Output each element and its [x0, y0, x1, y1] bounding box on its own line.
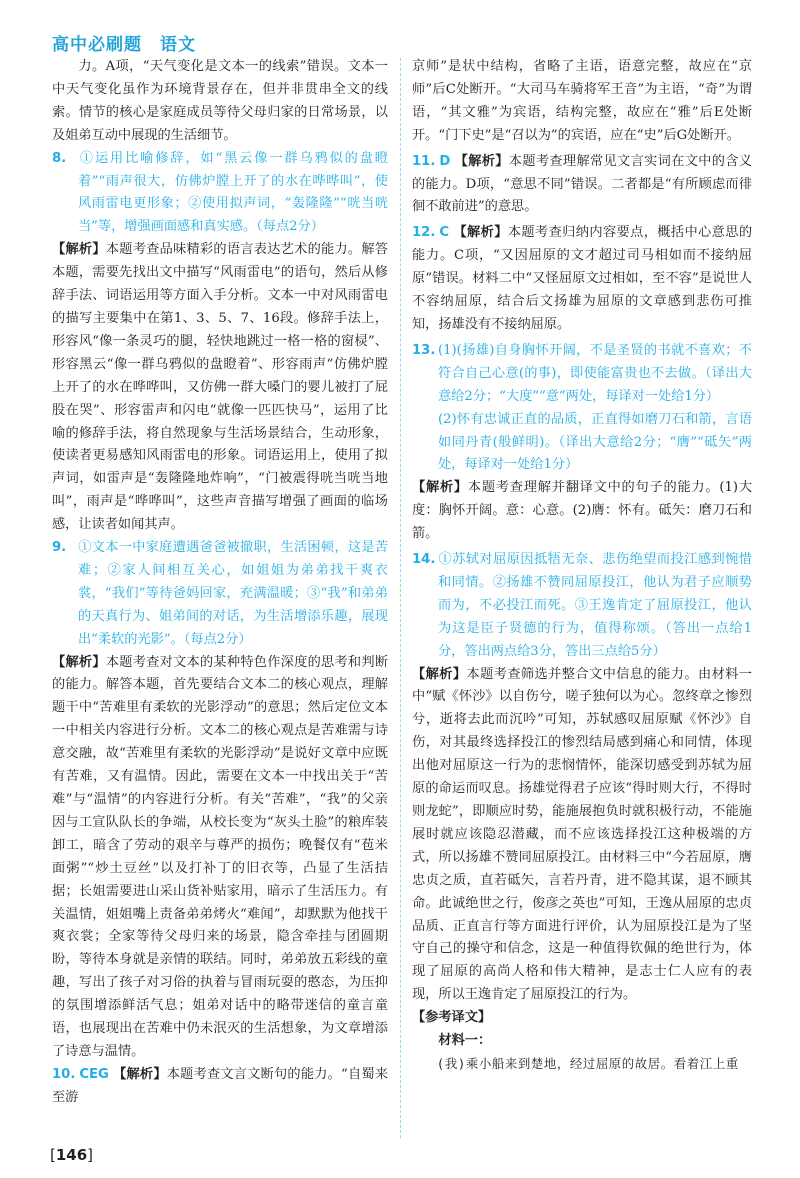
subject-label: 语文 [160, 35, 196, 55]
question-number: 11. [412, 153, 436, 169]
column-divider [400, 58, 401, 1138]
analysis-tag: 【解析】 [453, 225, 508, 241]
page-number-value: 146 [55, 1146, 88, 1164]
continued-paragraph: 京师”是状中结构，省略了主语，语意完整，故应在“京师”后C处断开。“大司马车骑将军王音”为主语，“奇”为谓语，“其文雅”为宾语，结构完整，故应在“雅”后E处断开。“门下史”是“召以为”的宾语，应在“史”后G处断开。 [412, 59, 752, 143]
analysis-8 [52, 239, 388, 537]
left-column [52, 56, 388, 1110]
question-12 [412, 222, 752, 337]
analysis-13 [412, 477, 752, 546]
analysis-text: 本题考查文言文断句的能力。“自蜀来至游 [52, 1066, 389, 1105]
analysis-text: 本题考查品味精彩的语言表达艺术的能力。解答本题，需要先找出文中描写“风雨雷电”的语句，然后从修辞手法、词语运用等方面入手分析。文本一中对风雨雷电的描写主要集中在第1、3、5、7、16段。修辞手法上，形容风“像一条灵巧的腿，轻快地跳过一格一格的窗棂”、形容黑云“像一群乌鸦似的盘瞪着”、形容雨声“仿佛炉膛上开了的水在哗哗叫，又仿佛一群大嗓门的婴儿被打了屁股在哭”、形容雷声和闪电“就像一匹匹快马”，运用了比喻的修辞手法，将自然现象与生活场景结合，生动形象，使读者更易感知风雨雷电的形象。词语运用上，使用了拟声词，如雷声是“轰隆隆地炸响”，“门被震得咣当咣当地叫”，雨声是“哗哗叫”，这些声音描写增强了画面的临场感，让读者如闻其声。 [52, 242, 389, 533]
question-10 [52, 1064, 388, 1110]
answer-letter: D [439, 153, 451, 169]
answer-text: ①文本一中家庭遭遇爸爸被撤职，生活困顿，这是苦难；②家人间相互关心，如姐姐为弟弟找干爽衣裳，“我们”等待爸妈回家，充满温暖；③“我”和弟弟的天真行为、姐弟间的对话，为生活增添乐趣，展现出“柔软的光影”。（每点2分） [78, 540, 388, 647]
answer-text-2: (2)怀有忠诚正直的品质，正直得如磨刀石和箭，言语如同丹青(般鲜明)。（译出大意给2分；“膺”“砥矢”两处，每译对一处给1分） [438, 411, 752, 473]
right-column [412, 56, 752, 1076]
answer-letter: C [439, 225, 450, 241]
analysis-tag: 【解析】 [52, 654, 106, 670]
analysis-text: 本题考查对文本的某种特色作深度的思考和判断的能力。解答本题，首先要结合文本二的核心观点，理解题干中“苦难里有柔软的光影浮动”的意思；然后定位文本一中相关内容进行分析。文本二的核心观点是苦难需与诗意交融，故“苦难里有柔软的光影浮动”是说好文章中应既有苦难，又有温情。因此，需要在文本一中找出关于“苦难”与“温情”的内容进行分析。有关“苦难”，“我”的父亲因与工宣队队长的争端，从校长变为“灰头土脸”的粮库装卸工，暗含了劳动的艰辛与尊严的损伤；晚餐仅有“苞米面粥”“炒土豆丝”以及打补丁的旧衣等，凸显了生活拮据；长姐需要进山采山货补贴家用，暗示了生活压力。有关温情，姐姐嘴上责备弟弟烤火“难闻”，却默默为他找干爽衣裳；全家等待父母归来的场景，隐含牵挂与团圆期盼，等待本身就是亲情的联结。同时，弟弟放五彩线的童趣，写出了孩子对习俗的执着与冒雨玩耍的憨态，为压抑的氛围增添鲜活气息；姐弟对话中的略带迷信的童言童语，也展现出在苦难中仍未泯灭的生活想象，为文章增添了诗意与温情。 [52, 654, 389, 1059]
analysis-tag: 【解析】 [112, 1066, 167, 1082]
analysis-text: 本题考查理解常见文言实词在文中的含义的能力。D项，“意思不同”错误。二者都是“有所顾虑而徘徊不敢前进”的意思。 [412, 153, 753, 215]
question-number: 14. [412, 552, 436, 568]
question-9 [52, 537, 388, 652]
analysis-tag: 【解析】 [412, 666, 467, 682]
question-number: 12. [412, 225, 436, 241]
page-number: [146] [50, 1146, 94, 1164]
question-number: 13. [412, 342, 436, 358]
question-11 [412, 151, 752, 220]
question-14 [412, 549, 752, 664]
question-13 [412, 340, 752, 477]
intro-paragraph: 力。A项，“天气变化是文本一的线索”错误。文本一中天气变化虽作为环境背景存在，但并非贯串全文的线索。情节的核心是家庭成员等待父母归家的日常场景，以及姐弟互动中展现的生活细节。 [52, 59, 388, 143]
page-header [52, 30, 196, 56]
question-8 [52, 148, 388, 240]
analysis-9 [52, 652, 388, 1064]
question-number: 8. [52, 150, 67, 166]
answer-text: ①苏轼对屈原因抵牾无奈、悲伤绝望而投江感到惋惜和同情。②扬雄不赞同屈原投江，他认为君子应顺势而为，不必投江而死。③王逸肯定了屈原投江，他认为这是臣子贤德的行为，值得称颂。（答出一点给1分，答出两点给3分，答出三点给5分） [438, 552, 752, 659]
analysis-tag: 【解析】 [52, 242, 106, 258]
analysis-tag: 【解析】 [412, 480, 468, 496]
answer-text-1: (1)(扬雄)自身胸怀开阔，不是圣贤的书就不喜欢；不符合自己心意(的事)，即使能富贵也不去做。（译出大意给2分；“大度”“意”两处，每译对一处给1分） [438, 342, 752, 404]
answer-letter: CEG [79, 1066, 109, 1082]
analysis-14 [412, 664, 752, 1008]
question-number: 10. [52, 1066, 76, 1082]
analysis-text: 本题考查筛选并整合文中信息的能力。由材料一中“赋《怀沙》以自伤兮，嗟子独何以为心。忽终章之惨烈兮，逝将去此而沉吟”可知，苏轼感叹屈原赋《怀沙》自伤，对其最终选择投江的惨烈结局感到痛心和同情，体现出他对屈原这一行为的悲悯情怀，能深切感受到苏轼为屈原的命运而叹息。扬雄觉得君子应该“得时则大行，不得时则龙蛇”，即顺应时势，能施展抱负时就积极行动，不能施展时就应该隐忍潜藏，而不应该选择投江这种极端的方式，所以扬雄不赞同屈原投江。由材料三中“今若屈原，膺忠贞之质，直若砥矢，言若丹青，进不隐其谋，退不顾其命。此诚绝世之行，俊彦之英也”可知，王逸从屈原的忠贞品质、正直言行等方面进行评价，认为屈原投江是为了坚守自己的操守和信念，这是一种值得钦佩的绝世行为，体现了屈原的高尚人格和伟大精神，是志士仁人应有的表现，所以王逸肯定了屈原投江的行为。 [412, 666, 752, 1003]
book-title: 高中必刷题 [52, 35, 142, 55]
analysis-tag: 【解析】 [454, 153, 509, 169]
analysis-text: 本题考查理解并翻译文中的句子的能力。(1)大度：胸怀开阔。意：心意。(2)膺：怀有。砥矢：磨刀石和箭。 [412, 480, 753, 542]
answer-text: ①运用比喻修辞，如“黑云像一群乌鸦似的盘瞪着”“雨声很大，仿佛炉膛上开了的水在哗哗叫”，使风雨雷电更形象；②使用拟声词，“轰隆隆”“咣当咣当”等，增强画面感和真实感。（每点2分） [78, 150, 388, 235]
translation-text: (我)乘小船来到楚地，经过屈原的故居。看着江上重 [436, 1055, 739, 1071]
question-number: 9. [52, 540, 67, 556]
material-1-label: 材料一： [438, 1033, 492, 1049]
analysis-text: 本题考查归纳内容要点，概括中心意思的能力。C项，“又因屈原的文才超过司马相如而不接纳屈原”错误。材料二中“又怪屈原文过相如，至不容”是说世人不容纳屈原，结合后文扬雄为屈原的文章感到悲伤可推知，扬雄没有不接纳屈原。 [412, 225, 753, 332]
reference-translation-title: 【参考译文】 [412, 1010, 492, 1026]
